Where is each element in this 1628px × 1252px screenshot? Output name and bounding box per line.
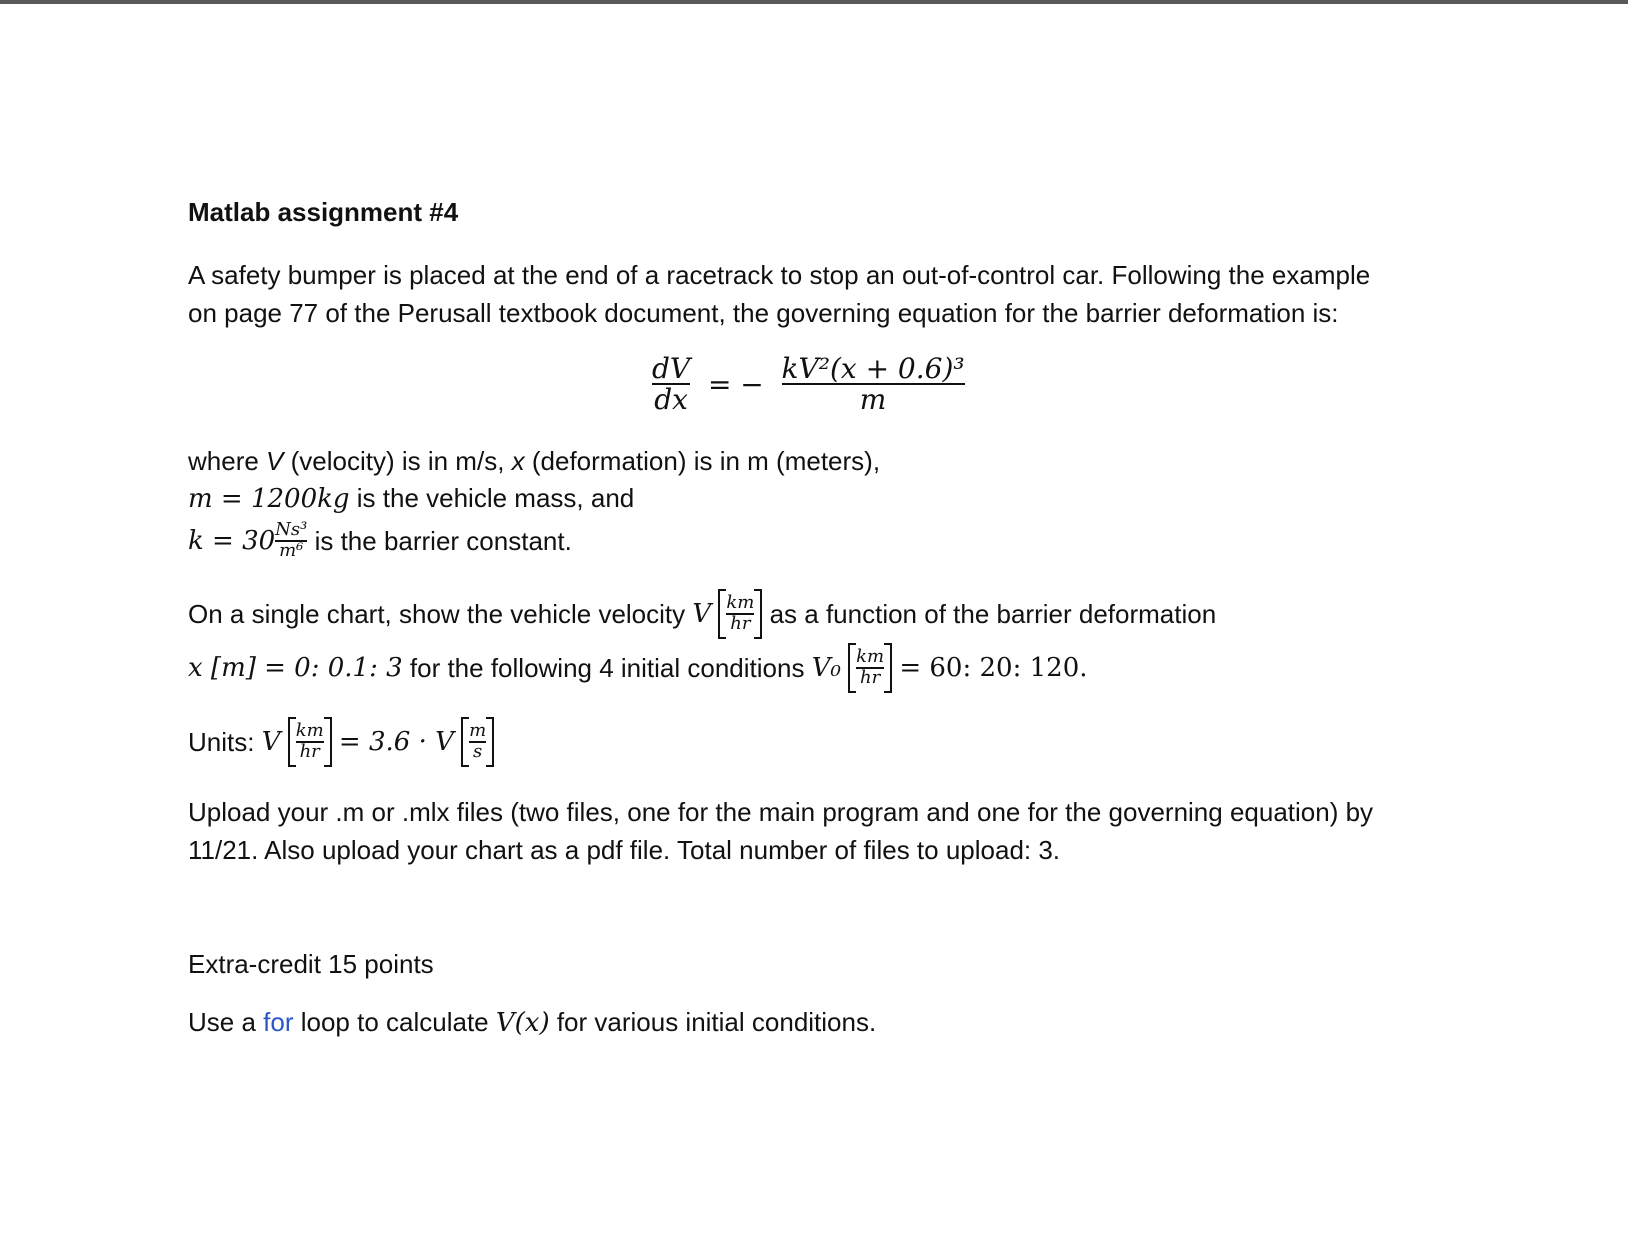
range-unit: [856, 648, 884, 688]
units-unit1: [296, 722, 324, 762]
bracket-right: [884, 643, 892, 693]
where-part1: where: [188, 446, 267, 476]
units-mid: = 3.6 · V: [338, 727, 454, 758]
chart-request-unit-den: hr: [726, 613, 754, 634]
for-keyword: for: [263, 1007, 294, 1037]
equation-lhs-den: dx: [652, 383, 690, 414]
where-part2: (velocity) is in m/s,: [283, 446, 512, 476]
intro-line-1: A safety bumper is placed at the end of a racetrack to stop an out-of-control car. Following the example: [188, 260, 1371, 290]
units-label: Units:: [188, 727, 262, 758]
bracket-left: [718, 589, 726, 639]
units-unit2: [469, 722, 486, 762]
constant-text: is the barrier constant.: [307, 526, 572, 557]
chart-request-text2: as a function of the barrier deformation: [762, 599, 1217, 630]
loop-fx: V(x): [495, 1008, 550, 1038]
units-V: V: [261, 727, 281, 758]
extra-credit-heading: Extra-credit 15 points: [188, 949, 434, 979]
bracket-right: [324, 717, 332, 767]
constant-unit-num: Ns³: [275, 519, 308, 541]
equation-lhs-fraction: [652, 354, 690, 415]
loop-pre: Use a: [188, 1007, 264, 1037]
loop-mid: loop to calculate: [293, 1007, 496, 1037]
equation-rhs-fraction: [782, 354, 965, 415]
units-unit2-den: s: [469, 741, 486, 762]
bracket-left: [461, 717, 469, 767]
equation-lhs-num: dV: [652, 352, 691, 385]
equation-rhs-num: kV²(x + 0.6)³: [781, 352, 965, 385]
range-line: [188, 640, 1088, 694]
page-title: Matlab assignment #4: [188, 197, 459, 227]
loop-instruction: [188, 1006, 876, 1039]
units-unit1-num: km: [295, 720, 324, 742]
range-math2: = 60: 20: 120.: [899, 653, 1088, 684]
mass-text: is the vehicle mass, and: [349, 483, 635, 513]
units-unit1-den: hr: [296, 741, 324, 762]
mass-math: m = 1200kg: [188, 484, 350, 514]
range-math1: x [m] = 0: 0.1: 3: [188, 653, 403, 684]
constant-unit-den: m⁶: [275, 540, 307, 561]
chart-request-unit: [726, 594, 754, 634]
where-part3: (deformation) is in m (meters),: [524, 446, 881, 476]
chart-request-line: [188, 586, 1216, 640]
equation-rhs-den: m: [782, 383, 965, 414]
intro-line-2: on page 77 of the Perusall textbook document, the governing equation for the barrier deformation is:: [188, 298, 1339, 328]
chart-request-V: V: [692, 599, 712, 630]
where-line: [188, 445, 880, 477]
bracket-right: [486, 717, 494, 767]
constant-lhs: k = 30: [188, 526, 276, 557]
upload-line-1: Upload your .m or .mlx files (two files, one for the main program and one for the governing equation) by: [188, 797, 1374, 827]
chart-request-text1: On a single chart, show the vehicle velocity: [188, 599, 693, 630]
units-unit2-num: m: [469, 720, 487, 742]
bracket-left: [288, 717, 296, 767]
constant-line: [188, 516, 572, 564]
equation-equals: = −: [707, 367, 764, 401]
mass-line: [188, 482, 634, 515]
where-x: x: [511, 446, 525, 476]
range-unit-den: hr: [856, 667, 884, 688]
bracket-left: [848, 643, 856, 693]
constant-unit-fraction: [275, 521, 307, 561]
governing-equation: [652, 354, 965, 415]
units-line: [188, 714, 494, 768]
range-unit-num: km: [856, 646, 885, 668]
range-text: for the following 4 initial conditions: [402, 653, 812, 684]
chart-request-unit-num: km: [726, 592, 755, 614]
where-V: V: [266, 446, 284, 476]
loop-post: for various initial conditions.: [549, 1007, 877, 1037]
upload-line-2: 11/21. Also upload your chart as a pdf file. Total number of files to upload: 3.: [188, 835, 1061, 865]
range-V0: V₀: [811, 653, 841, 684]
